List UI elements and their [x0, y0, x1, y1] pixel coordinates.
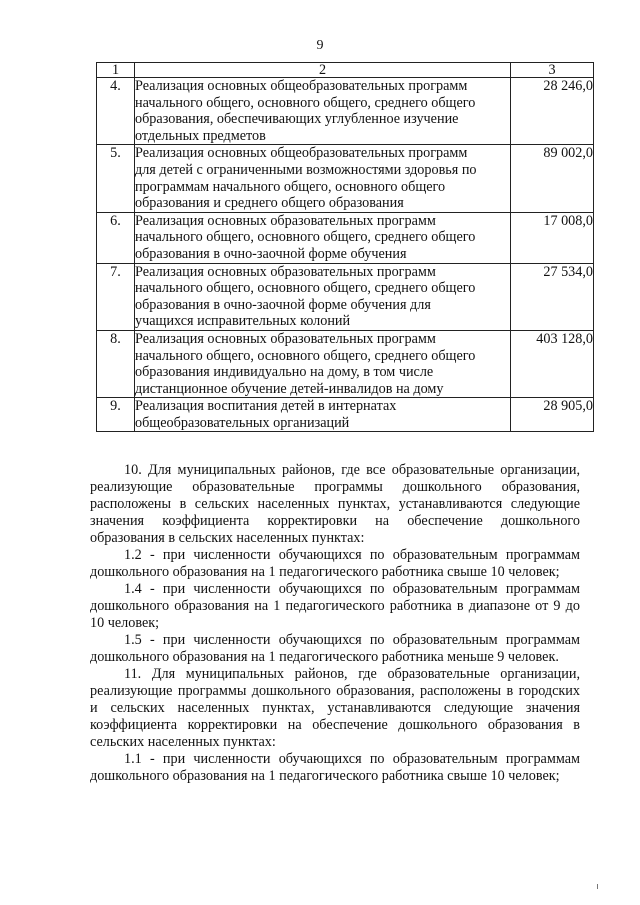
row-amount: 28 246,0: [511, 78, 594, 145]
description-line: Реализация воспитания детей в интернатах: [135, 398, 397, 415]
paragraph: 1.1 - при численности обучающихся по образовательным программам дошкольного образования на 1 педагогического работника свыше 10 человек;: [90, 751, 580, 784]
description-line: образования индивидуально на дому, в том числе: [135, 364, 434, 381]
description-line: отдельных предметов: [135, 127, 266, 144]
row-number: 9.: [97, 398, 135, 432]
column-header-amount: 3: [511, 63, 594, 78]
table-header: [97, 63, 594, 78]
description-line: начального общего, основного общего, среднего общего: [135, 347, 476, 364]
description-line: образования, обеспечивающих углубленное изучение: [135, 111, 459, 128]
table-row: [97, 212, 594, 263]
paragraph: 1.2 - при численности обучающихся по образовательным программам дошкольного образования на 1 педагогического работника свыше 10 человек;: [90, 547, 580, 580]
margin-mark: [597, 884, 598, 889]
description-line: Реализация основных образовательных программ: [135, 212, 436, 229]
description-line: учащихся исправительных колоний: [135, 313, 351, 330]
row-description: [135, 263, 511, 330]
description-line: образования в очно-заочной форме обучения для: [135, 296, 431, 313]
row-number: 7.: [97, 263, 135, 330]
row-description: [135, 145, 511, 212]
row-number: 8.: [97, 330, 135, 397]
paragraph: 10. Для муниципальных районов, где все образовательные организации, реализующие образовательные программы дошкольного образования, расположены в сельских населенных пунктах, устанавливаются следующие значения коэффициента корректировки на обеспечение дошкольного образования в сельских населенных пунктах:: [90, 462, 580, 546]
row-amount: 403 128,0: [511, 330, 594, 397]
row-description: [135, 330, 511, 397]
table-row: [97, 145, 594, 212]
row-amount: 28 905,0: [511, 398, 594, 432]
description-line: начального общего, основного общего, среднего общего: [135, 229, 476, 246]
row-amount: 27 534,0: [511, 263, 594, 330]
description-line: общеобразовательных организаций: [135, 414, 350, 431]
paragraph: 11. Для муниципальных районов, где образовательные организации, реализующие программы дошкольного образования, расположены в городских и сельских населенных пунктах, устанавливаются следующие значения коэффициента корректировки на обеспечение дошкольного образования в сельских населенных пунктах:: [90, 666, 580, 750]
description-line: Реализация основных общеобразовательных программ: [135, 78, 468, 94]
description-line: образования в очно-заочной форме обучения: [135, 245, 407, 262]
body-text: [90, 462, 580, 785]
column-header-number: 1: [97, 63, 135, 78]
row-description: [135, 398, 511, 432]
allocation-table: [96, 62, 594, 432]
row-amount: 89 002,0: [511, 145, 594, 212]
page-number: 9: [316, 38, 324, 53]
table-body: [97, 78, 594, 432]
paragraph: 1.4 - при численности обучающихся по образовательным программам дошкольного образования на 1 педагогического работника в диапазоне от 9 до 10 человек;: [90, 581, 580, 631]
table-row: [97, 263, 594, 330]
row-description: [135, 78, 511, 145]
description-line: программам начального общего, основного общего: [135, 178, 446, 195]
row-number: 4.: [97, 78, 135, 145]
description-line: для детей с ограниченными возможностями здоровья по: [135, 161, 477, 178]
description-line: Реализация основных образовательных программ: [135, 263, 436, 280]
description-line: образования и среднего общего образования: [135, 195, 404, 212]
row-description: [135, 212, 511, 263]
description-line: начального общего, основного общего, среднего общего: [135, 94, 476, 111]
row-number: 6.: [97, 212, 135, 263]
description-line: Реализация основных образовательных программ: [135, 330, 436, 347]
row-amount: 17 008,0: [511, 212, 594, 263]
paragraph: 1.5 - при численности обучающихся по образовательным программам дошкольного образования на 1 педагогического работника меньше 9 человек.: [90, 632, 580, 665]
table-row: [97, 78, 594, 145]
column-header-description: 2: [135, 63, 511, 78]
row-number: 5.: [97, 145, 135, 212]
description-line: Реализация основных общеобразовательных программ: [135, 145, 468, 162]
description-line: дистанционное обучение детей-инвалидов на дому: [135, 380, 444, 397]
table-row: [97, 330, 594, 397]
description-line: начального общего, основного общего, среднего общего: [135, 280, 476, 297]
table-row: [97, 398, 594, 432]
